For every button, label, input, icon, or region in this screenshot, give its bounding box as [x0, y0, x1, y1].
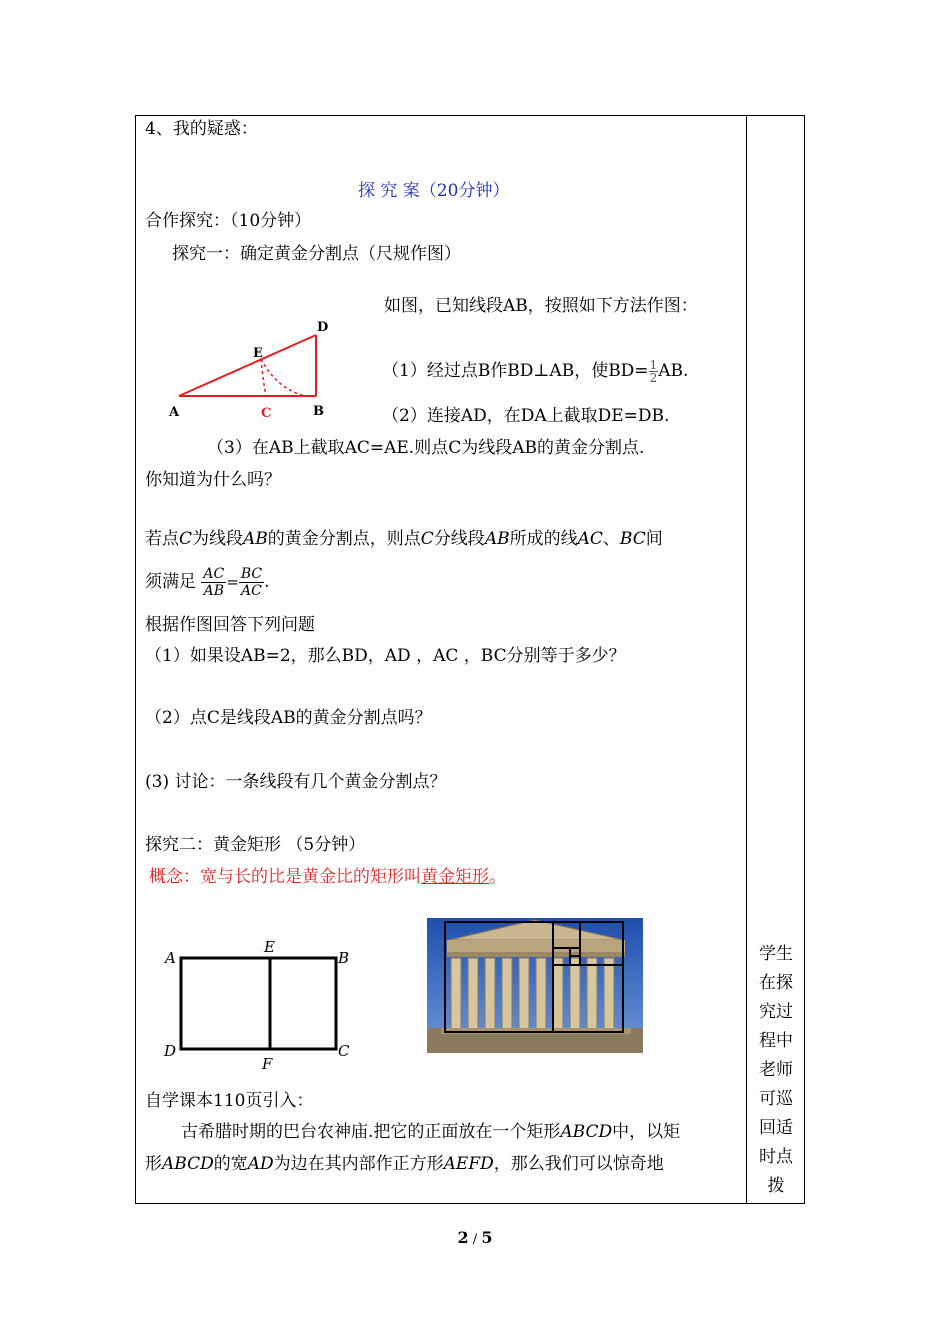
cond-text: 、: [602, 529, 620, 549]
frac-den: AC: [241, 583, 262, 599]
para-text: 中，以矩: [612, 1122, 681, 1142]
fraction-ac-ab: [201, 566, 226, 599]
label-e: E: [264, 938, 275, 956]
construction-intro: 如图，已知线段AB，按照如下方法作图：: [384, 296, 698, 316]
coop-title: 合作探究：（10分钟）: [145, 211, 312, 231]
page-current: 2: [457, 1228, 469, 1247]
question-1: （1）如果设AB=2，那么BD，AD ，AC ，BC分别等于多少？: [145, 646, 626, 666]
label-d: D: [317, 320, 329, 335]
concept-term: 黄金矩形: [421, 867, 489, 887]
half-fraction: [649, 359, 659, 384]
step-3: （3）在AB上截取AC=AE.则点C为线段AB的黄金分割点.: [207, 438, 645, 458]
explore2-title: 探究二：黄金矩形 （5分钟）: [145, 835, 366, 855]
half-den: 2: [649, 371, 658, 385]
parthenon-paragraph-line1: [181, 1121, 680, 1143]
frac-num: AC: [203, 566, 225, 582]
arc-eb: [261, 359, 305, 396]
arc-ec: [261, 359, 266, 396]
equals-sign: =: [226, 573, 239, 591]
rectangle-abcd: [181, 958, 336, 1049]
cond-text: 须满足: [145, 572, 196, 592]
page-number: [0, 1228, 950, 1247]
segment-ad: [179, 335, 316, 396]
label-c: C: [261, 406, 272, 421]
cond-var: C: [420, 529, 434, 549]
para-var: AD: [247, 1154, 274, 1174]
answer-title: 根据作图回答下列问题: [145, 615, 315, 635]
cond-text: 分线段: [433, 529, 485, 549]
page-slash: /: [472, 1232, 478, 1247]
para-text: ，那么我们可以惊奇地: [493, 1154, 664, 1174]
para-var: AEFD: [443, 1154, 494, 1174]
fraction-bc-ac: [239, 566, 264, 599]
explore1-title: 探究一：确定黄金分割点（尺规作图）: [172, 244, 461, 264]
cond-text: .: [264, 572, 270, 592]
page-total: 5: [481, 1228, 493, 1247]
golden-condition-line2: [145, 562, 269, 602]
step1-text: （1）经过点B作BD⊥AB，使BD=: [382, 361, 649, 381]
cond-text: 若点: [145, 529, 179, 549]
cond-var: C: [179, 529, 193, 549]
label-d: D: [164, 1042, 177, 1060]
concept-text: 概念：宽与长的比是黄金比的矩形叫: [149, 867, 421, 887]
para-text: 古希腊时期的巴台农神庙.把它的正面放在一个矩形: [181, 1122, 561, 1142]
cond-var: AB: [243, 529, 268, 549]
golden-condition-line1: [145, 528, 663, 550]
cond-text: 所成的线: [509, 529, 578, 549]
question-3: (3) 讨论：一条线段有几个黄金分割点？: [145, 772, 447, 792]
self-study-line: 自学课本110页引入：: [145, 1091, 314, 1111]
parthenon-paragraph-line2: [145, 1153, 664, 1175]
cond-text: 间: [645, 529, 663, 549]
cond-var: BC: [619, 529, 646, 549]
label-a: A: [165, 949, 176, 967]
question-2: （2）点C是线段AB的黄金分割点吗？: [145, 708, 432, 728]
teacher-note: 学生在探究过程中老师可巡回适时点拨: [759, 944, 793, 1196]
cond-text: 的黄金分割点，则点: [267, 529, 421, 549]
para-text: 为边在其内部作正方形: [273, 1154, 444, 1174]
step-1: [382, 352, 688, 390]
label-b: B: [313, 404, 324, 419]
label-f: F: [262, 1055, 273, 1073]
step-2: （2）连接AD，在DA上截取DE=DB.: [382, 406, 670, 426]
label-b: B: [338, 949, 350, 967]
page-sep: [469, 1232, 482, 1247]
table-column-divider: [746, 115, 747, 1204]
para-text: 形: [145, 1154, 162, 1174]
para-text: 的宽: [213, 1154, 248, 1174]
concept-definition: [149, 866, 506, 888]
para-var: ABCD: [560, 1122, 613, 1142]
section-title: 探 究 案（20分钟）: [358, 181, 510, 201]
why-question: 你知道为什么吗？: [145, 470, 281, 490]
cond-text: 为线段: [192, 529, 244, 549]
golden-section-figure: [165, 315, 350, 425]
para-var: ABCD: [162, 1154, 214, 1174]
golden-rectangle-figure: [160, 935, 360, 1075]
frac-den: AB: [203, 583, 225, 599]
half-num: 1: [649, 358, 658, 372]
doubts-label: 4、我的疑惑：: [145, 119, 258, 139]
label-c: C: [338, 1042, 350, 1060]
label-a: A: [169, 405, 180, 420]
cond-var: AC: [577, 529, 603, 549]
step1-end: AB.: [658, 361, 689, 381]
frac-num: BC: [240, 566, 263, 582]
label-e: E: [253, 346, 263, 361]
parthenon-photo: [427, 918, 643, 1053]
cond-var: AB: [484, 529, 510, 549]
concept-text: 。: [489, 867, 506, 887]
